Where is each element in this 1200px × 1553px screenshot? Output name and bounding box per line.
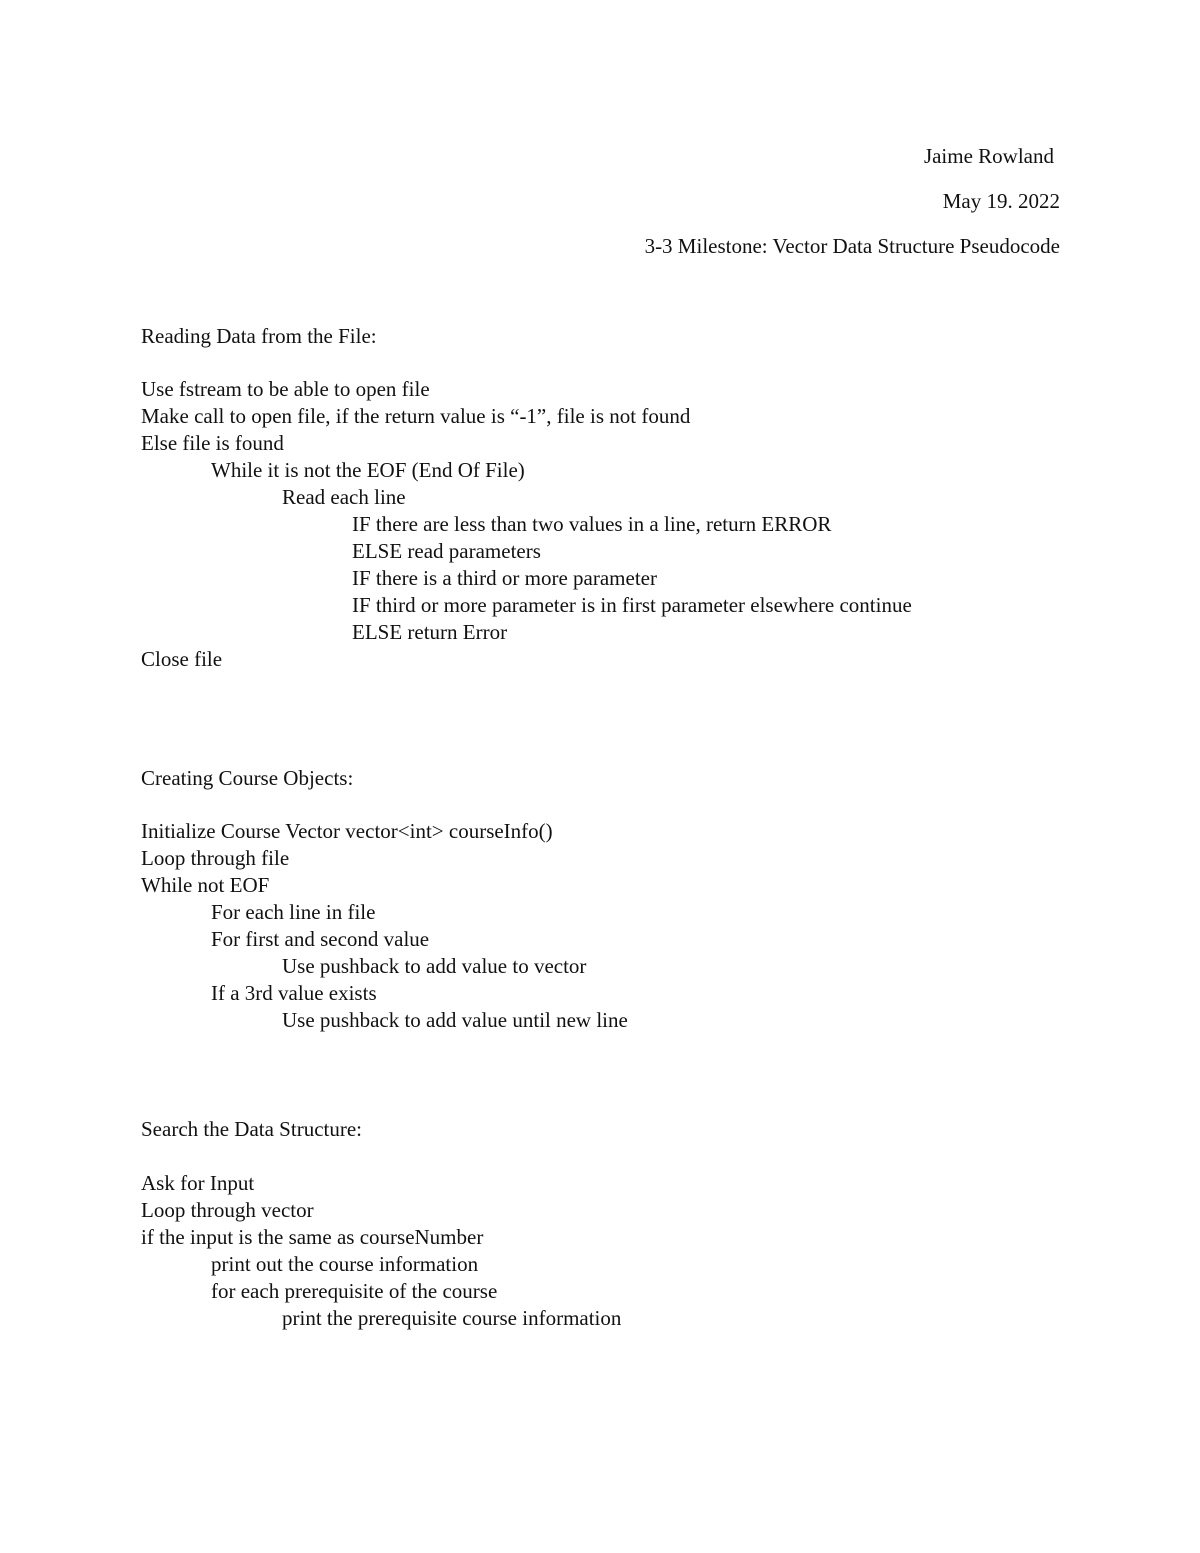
code-line: Ask for Input <box>141 1171 255 1195</box>
code-line: Use pushback to add value until new line <box>282 1008 628 1032</box>
pseudocode-creating <box>141 818 628 1034</box>
code-line: For each line in file <box>211 900 376 924</box>
code-line: Make call to open file, if the return value is “-1”, file is not found <box>141 404 691 428</box>
assignment-title: 3-3 Milestone: Vector Data Structure Pseudocode <box>644 234 1060 258</box>
code-line: Read each line <box>282 485 406 509</box>
code-line: print the prerequisite course information <box>282 1306 622 1330</box>
code-line: print out the course information <box>211 1252 479 1276</box>
pseudocode-reading <box>141 376 912 673</box>
code-line: IF third or more parameter is in first parameter elsewhere continue <box>352 593 912 617</box>
code-line: If a 3rd value exists <box>211 981 377 1005</box>
document-date: May 19. 2022 <box>942 189 1060 213</box>
pseudocode-search <box>141 1170 621 1332</box>
code-line: Use fstream to be able to open file <box>141 377 430 401</box>
section-title-search: Search the Data Structure: <box>141 1117 362 1141</box>
code-line: Loop through file <box>141 846 290 870</box>
code-line: Loop through vector <box>141 1198 314 1222</box>
code-line: While not EOF <box>141 873 270 897</box>
author-name: Jaime Rowland <box>923 144 1054 168</box>
code-line: Close file <box>141 647 223 671</box>
code-line: Use pushback to add value to vector <box>282 954 587 978</box>
code-line: Initialize Course Vector vector<int> courseInfo() <box>141 819 553 843</box>
code-line: ELSE read parameters <box>352 539 541 563</box>
code-line: While it is not the EOF (End Of File) <box>211 458 525 482</box>
section-title-reading: Reading Data from the File: <box>141 324 377 348</box>
code-line: ELSE return Error <box>352 620 508 644</box>
code-line: IF there is a third or more parameter <box>352 566 657 590</box>
code-line: Else file is found <box>141 431 284 455</box>
code-line: for each prerequisite of the course <box>211 1279 498 1303</box>
code-line: IF there are less than two values in a line, return ERROR <box>352 512 832 536</box>
code-line: if the input is the same as courseNumber <box>141 1225 484 1249</box>
section-title-creating: Creating Course Objects: <box>141 766 354 790</box>
code-line: For first and second value <box>211 927 430 951</box>
